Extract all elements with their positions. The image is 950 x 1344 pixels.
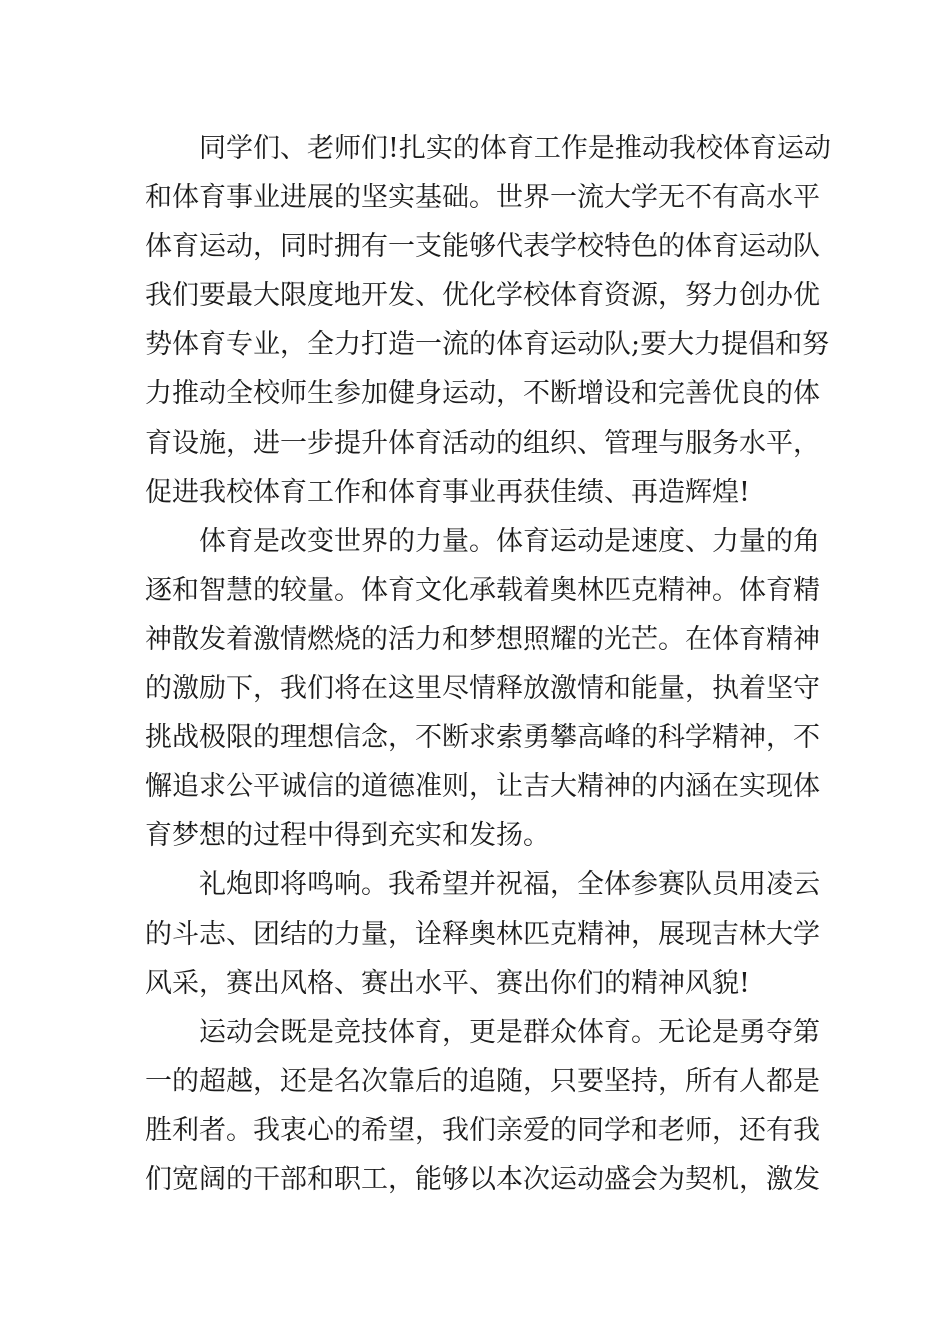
text-line: 礼炮即将鸣响。我希望并祝福，全体参赛队员用凌云 [199, 869, 820, 901]
text-line: 体育运动，同时拥有一支能够代表学校特色的体育运动队 [145, 231, 820, 263]
text-line: 挑战极限的理想信念，不断求索勇攀高峰的科学精神，不 [145, 722, 820, 754]
text-line: 们宽阔的干部和职工，能够以本次运动盛会为契机，激发 [145, 1163, 820, 1195]
text-line: 同学们、老师们!扎实的体育工作是推动我校体育运动 [199, 133, 831, 164]
text-line: 育设施，进一步提升体育活动的组织、管理与服务水平， [145, 427, 820, 459]
text-line: 一的超越，还是名次靠后的追随，只要坚持，所有人都是 [145, 1065, 820, 1097]
text-line: 育梦想的过程中得到充实和发扬。 [145, 820, 550, 852]
text-line: 促进我校体育工作和体育事业再获佳绩、再造辉煌! [145, 476, 750, 508]
text-line: 我们要最大限度地开发、优化学校体育资源，努力创办优 [145, 280, 820, 312]
body-text [145, 124, 850, 1204]
text-line: 风采，赛出风格、赛出水平、赛出你们的精神风貌! [145, 967, 750, 999]
text-line: 神散发着激情燃烧的活力和梦想照耀的光芒。在体育精神 [145, 623, 820, 655]
text-line: 的斗志、团结的力量，诠释奥林匹克精神，展现吉林大学 [145, 918, 820, 950]
text-line: 胜利者。我衷心的希望，我们亲爱的同学和老师，还有我 [145, 1114, 820, 1146]
text-line: 的激励下，我们将在这里尽情释放激情和能量，执着坚守 [145, 673, 820, 705]
text-line: 体育是改变世界的力量。体育运动是速度、力量的角 [199, 525, 820, 557]
text-line: 懈追求公平诚信的道德准则，让吉大精神的内涵在实现体 [145, 771, 820, 803]
text-line: 运动会既是竞技体育，更是群众体育。无论是勇夺第 [199, 1016, 820, 1048]
text-line: 力推动全校师生参加健身运动，不断增设和完善优良的体 [145, 378, 820, 410]
text-line: 势体育专业，全力打造一流的体育运动队;要大力提倡和努 [145, 329, 830, 361]
text-line: 和体育事业进展的坚实基础。世界一流大学无不有高水平 [145, 182, 820, 214]
text-line: 逐和智慧的较量。体育文化承载着奥林匹克精神。体育精 [145, 574, 820, 606]
